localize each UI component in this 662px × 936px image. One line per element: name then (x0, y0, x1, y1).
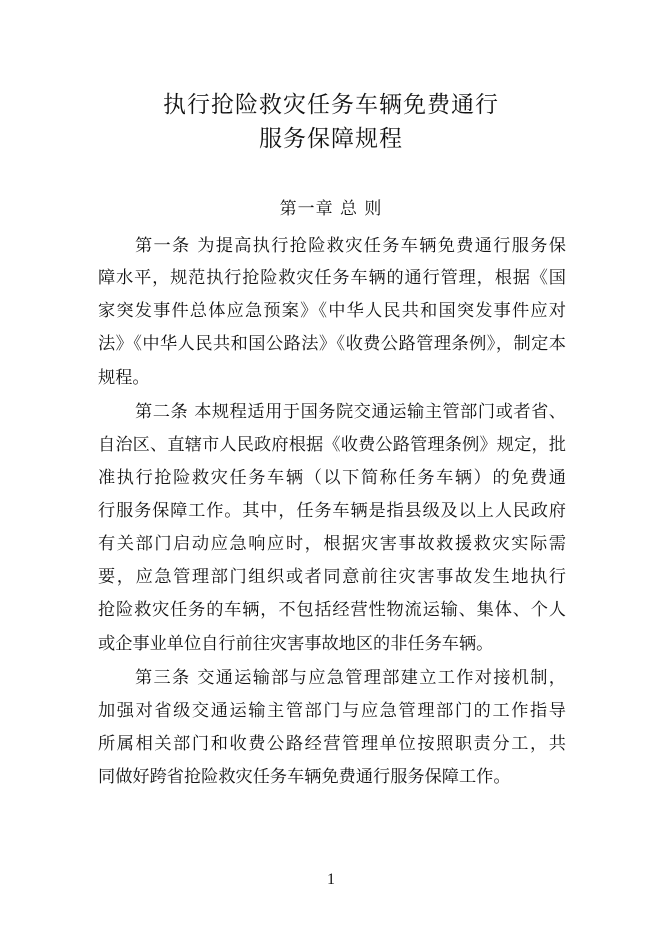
article-2-line: 准执行抢险救灾任务车辆（以下简称任务车辆）的免费通 (98, 468, 566, 488)
article-2-line: 要，应急管理部门组织或者同意前往灾害事故发生地执行 (98, 567, 566, 587)
article-1-line: 障水平，规范执行抢险救灾任务车辆的通行管理，根据《国 (98, 268, 566, 288)
article-3-line: 第三条 交通运输部与应急管理部建立工作对接机制， (135, 668, 566, 688)
article-2-line: 抢险救灾任务的车辆，不包括经营性物流运输、集体、个人 (98, 600, 566, 620)
article-1-line: 家突发事件总体应急预案》《中华人民共和国突发事件应对 (98, 301, 566, 321)
article-3-line: 所属相关部门和收费公路经营管理单位按照职责分工，共 (98, 734, 566, 754)
article-2-line: 或企事业单位自行前往灾害事故地区的非任务车辆。 (98, 634, 494, 654)
document-title-line-2: 服务保障规程 (259, 126, 403, 152)
article-1-line: 规程。 (98, 368, 150, 388)
document-title-line-1: 执行抢险救灾任务车辆免费通行 (163, 92, 499, 118)
article-2-line: 有关部门启动应急响应时，根据灾害事故救援救灾实际需 (98, 534, 566, 554)
article-2-line: 行服务保障工作。其中，任务车辆是指县级及以上人民政府 (98, 501, 566, 521)
article-2-line: 自治区、直辖市人民政府根据《收费公路管理条例》规定，批 (98, 435, 566, 455)
article-1-line: 第一条 为提高执行抢险救灾任务车辆免费通行服务保 (135, 236, 566, 256)
article-3-line: 加强对省级交通运输主管部门与应急管理部门的工作指导 (98, 701, 566, 721)
chapter-heading: 第一章 总 则 (279, 199, 383, 219)
page-number: 1 (327, 871, 335, 888)
article-3-line: 同做好跨省抢险救灾任务车辆免费通行服务保障工作。 (98, 767, 511, 787)
article-1-line: 法》《中华人民共和国公路法》《收费公路管理条例》，制定本 (98, 334, 566, 354)
article-2-line: 第二条 本规程适用于国务院交通运输主管部门或者省、 (135, 402, 566, 422)
